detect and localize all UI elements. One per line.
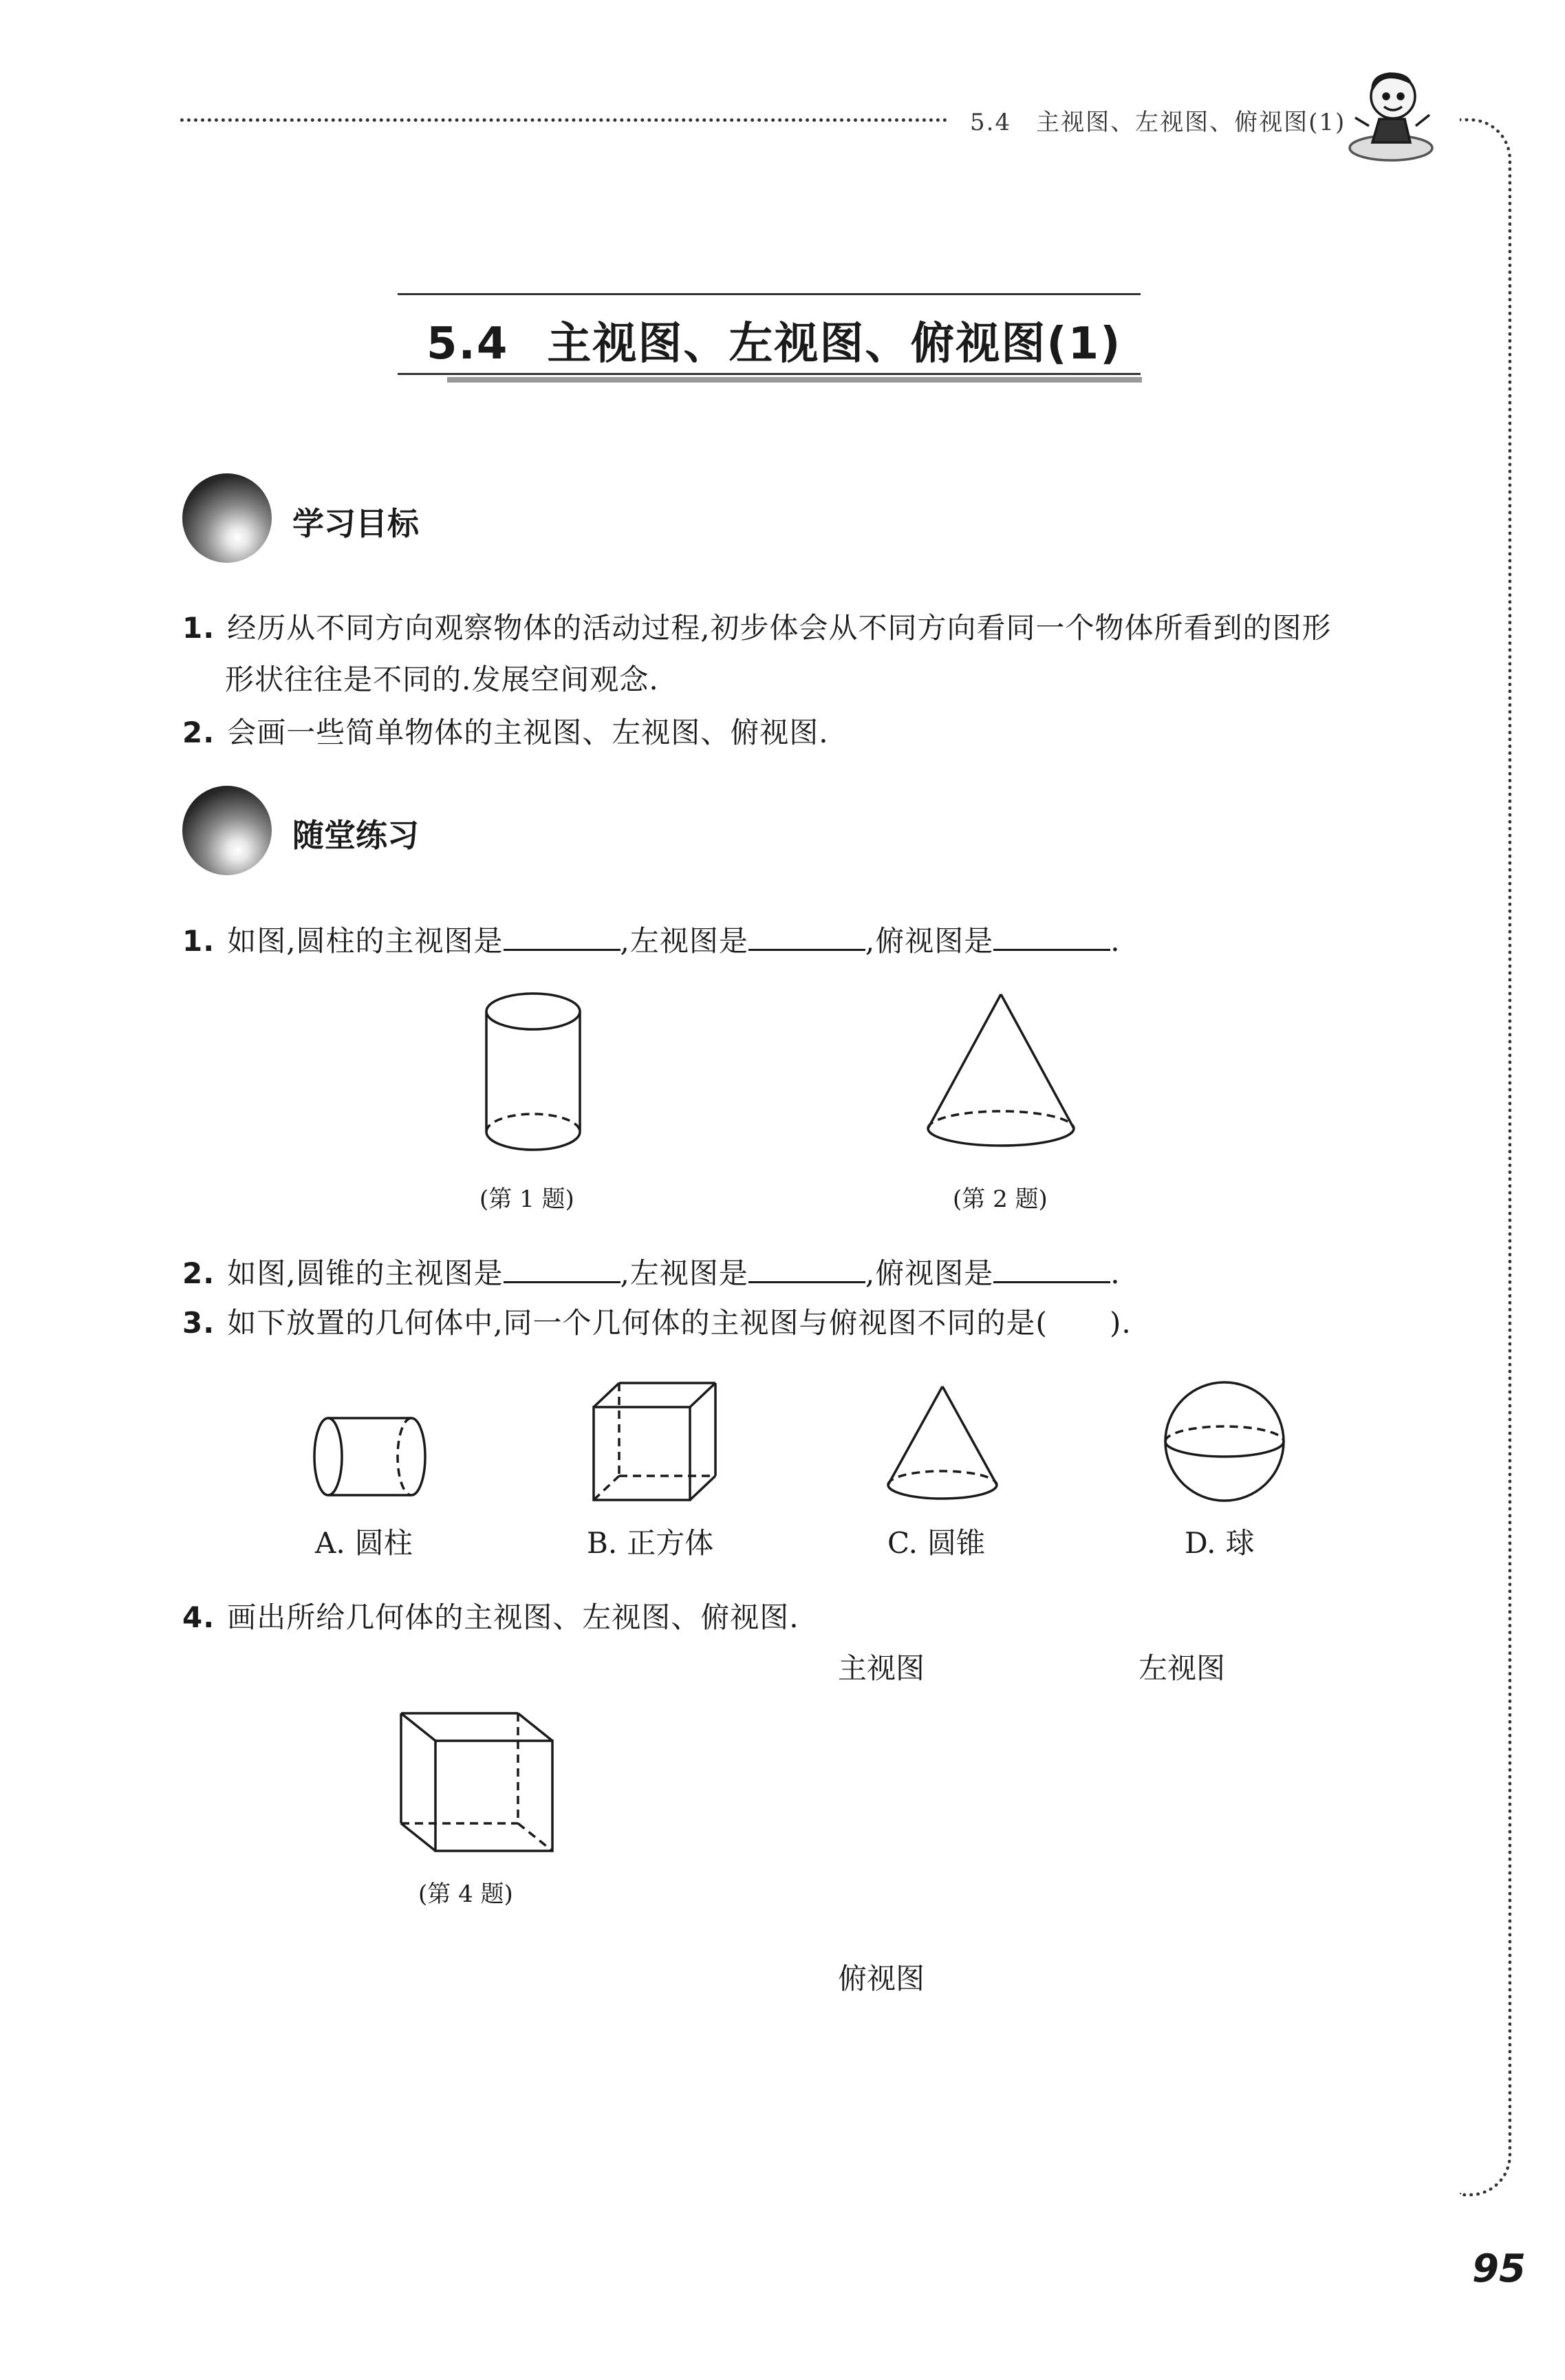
question-text: 如图,圆柱的主视图是 [227, 924, 504, 958]
objective-number: 2. [182, 716, 215, 749]
figure-caption: (第 1 题) [479, 1186, 574, 1213]
choice-letter: B. [587, 1526, 618, 1560]
choice-letter: D. [1185, 1526, 1216, 1560]
choice-a[interactable] [315, 1521, 422, 1562]
question-text: ,左视图是 [620, 924, 748, 958]
question-text: 如下放置的几何体中,同一个几何体的主视图与俯视图不同的是( [227, 1306, 1048, 1340]
cone-figure [925, 991, 1077, 1156]
title-text: 主视图、左视图、俯视图(1) [547, 319, 1122, 369]
question-number: 1. [182, 924, 215, 958]
globe-icon [182, 786, 272, 875]
section-heading-practice: 随堂练习 [292, 817, 419, 854]
objective-text: 会画一些简单物体的主视图、左视图、俯视图. [227, 716, 829, 749]
question-number: 2. [182, 1256, 215, 1290]
question-text: 如图,圆锥的主视图是 [227, 1256, 504, 1290]
left-view-label: 左视图 [1138, 1651, 1226, 1685]
question-number: 4. [182, 1600, 215, 1634]
question-text: 画出所给几何体的主视图、左视图、俯视图. [227, 1600, 799, 1634]
answer-blank[interactable] [993, 924, 1110, 951]
page-title [427, 308, 1121, 372]
rectangular-prism-figure [398, 1710, 556, 1854]
choice-d[interactable] [1185, 1521, 1264, 1562]
question-text: ). [1109, 1306, 1132, 1340]
choice-c[interactable] [887, 1521, 995, 1562]
sphere-figure [1163, 1380, 1286, 1503]
question-text: ,左视图是 [620, 1256, 748, 1290]
question-text: ,俯视图是 [865, 924, 994, 958]
objective-number: 1. [182, 611, 215, 645]
question-4 [182, 1595, 799, 1636]
objective-item [182, 710, 829, 751]
header-dotted-rule [180, 118, 947, 122]
objective-item-continued: 形状往往是不同的.发展空间观念. [225, 663, 659, 696]
top-view-label: 俯视图 [838, 1962, 925, 1995]
title-rule-top [398, 293, 1141, 295]
globe-icon [182, 473, 272, 563]
figure-caption: (第 4 题) [418, 1880, 513, 1908]
answer-blank[interactable] [748, 924, 865, 951]
figure-caption: (第 2 题) [953, 1186, 1048, 1213]
question-text: ,俯视图是 [865, 1256, 994, 1290]
title-number: 5.4 [427, 319, 509, 369]
answer-blank[interactable] [504, 1256, 620, 1283]
horizontal-cylinder-figure [313, 1414, 427, 1500]
front-view-label: 主视图 [838, 1651, 925, 1685]
choice-letter: C. [887, 1526, 918, 1560]
question-number: 3. [182, 1306, 215, 1340]
page-number: 95 [1472, 2247, 1526, 2291]
mascot-icon [1341, 65, 1445, 169]
answer-blank[interactable] [993, 1256, 1110, 1283]
choice-text: 球 [1225, 1526, 1255, 1560]
question-2 [182, 1251, 1121, 1292]
title-rule-bottom [398, 373, 1141, 375]
question-3 [182, 1300, 1132, 1342]
choice-letter: A. [315, 1526, 345, 1560]
choice-text: 圆柱 [354, 1526, 413, 1560]
choice-text: 圆锥 [927, 1526, 986, 1560]
cone-small-figure [884, 1383, 1001, 1503]
objective-text: 经历从不同方向观察物体的活动过程,初步体会从不同方向看同一个物体所看到的图形 [227, 611, 1332, 645]
question-1 [182, 919, 1121, 960]
choice-b[interactable] [587, 1521, 723, 1562]
objective-item [182, 605, 1332, 647]
section-heading-objectives: 学习目标 [292, 505, 419, 542]
cube-figure [588, 1380, 719, 1503]
question-text: . [1110, 1256, 1121, 1290]
page-edge-border [1460, 118, 1511, 2196]
choice-text: 正方体 [627, 1526, 714, 1560]
question-text: . [1110, 924, 1121, 958]
cylinder-figure [482, 991, 585, 1156]
running-title: 5.4 主视图、左视图、俯视图(1) [970, 109, 1346, 136]
answer-blank[interactable] [504, 924, 620, 951]
title-shadow-bar [447, 377, 1142, 383]
answer-blank[interactable] [748, 1256, 865, 1283]
